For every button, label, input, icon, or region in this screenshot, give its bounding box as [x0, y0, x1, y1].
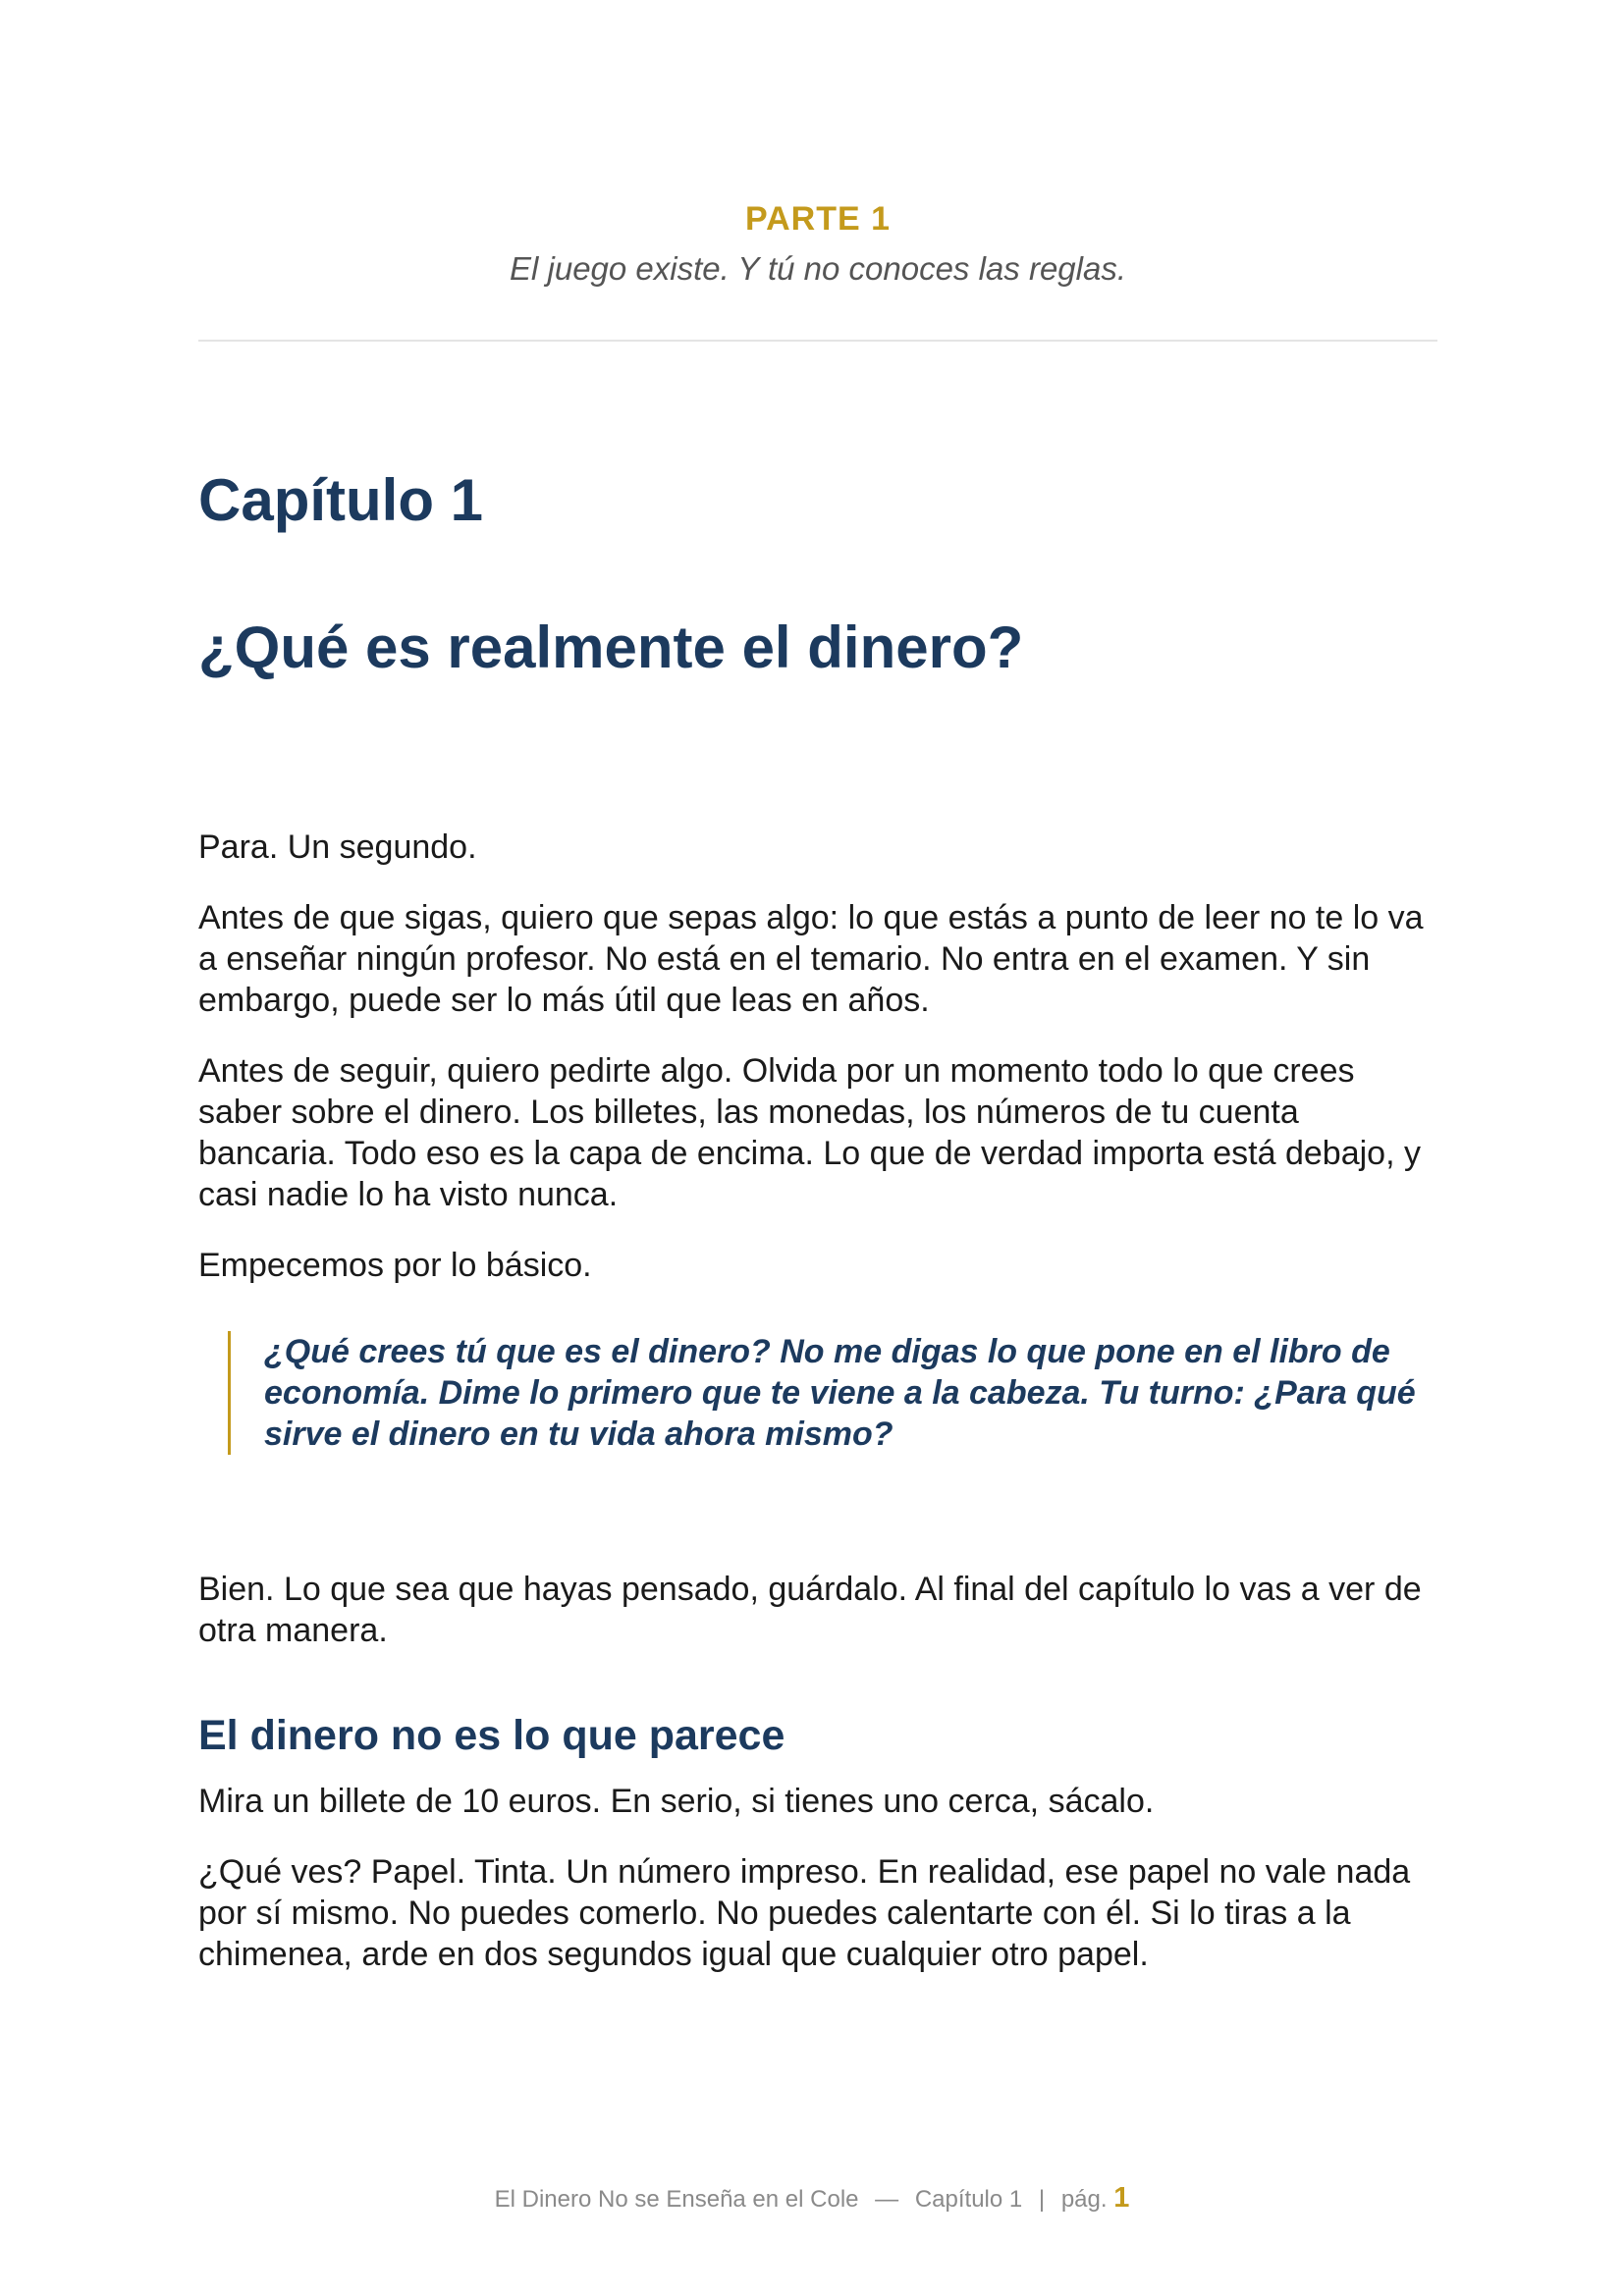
footer-pipe: | — [1038, 2186, 1046, 2213]
footer-chapter: Capítulo 1 — [914, 2186, 1023, 2213]
section-paragraph-2: ¿Qué ves? Papel. Tinta. Un número impreso. En realidad, ese papel no vale nada por sí mismo. No puedes comerlo. No puedes calentarte con él. Si lo tiras a la chimenea, arde en dos segundos igual que cualquier otro papel. — [198, 1853, 1411, 1973]
paragraph-1: Para. Un segundo. — [198, 828, 477, 866]
reflection-quote — [228, 1331, 1442, 1455]
part-subtitle: El juego existe. Y tú no conoces las reglas. — [510, 250, 1126, 287]
section-paragraph-1: Mira un billete de 10 euros. En serio, si tienes uno cerca, sácalo. — [198, 1783, 1155, 1820]
header-divider — [198, 340, 1437, 342]
chapter-title: ¿Qué es realmente el dinero? — [198, 614, 1024, 680]
part-label: PARTE 1 — [744, 200, 892, 238]
paragraph-4: Empecemos por lo básico. — [198, 1247, 592, 1284]
paragraph-2: Antes de que sigas, quiero que sepas algo: lo que estás a punto de leer no te lo va a enseñar ningún profesor. No está en el temario. No entra en el examen. Y sin embargo, puede ser lo más útil que leas en años. — [198, 899, 1424, 1019]
page-footer — [0, 2181, 1624, 2216]
footer-dash: — — [875, 2186, 899, 2213]
paragraph-3: Antes de seguir, quiero pedirte algo. Olvida por un momento todo lo que crees saber sobre el dinero. Los billetes, las monedas, los números de tu cuenta bancaria. Todo eso es la capa de encima. Lo que de verdad importa está debajo, y casi nadie lo ha visto nunca. — [198, 1052, 1421, 1213]
part-header — [198, 194, 1437, 294]
paragraph-after-quote: Bien. Lo que sea que hayas pensado, guárdalo. Al final del capítulo lo vas a ver de otra manera. — [198, 1571, 1422, 1649]
footer-page-label: pág. — [1060, 2186, 1108, 2213]
footer-book-title: El Dinero No se Enseña en el Cole — [494, 2186, 859, 2213]
section-heading: El dinero no es lo que parece — [198, 1712, 785, 1759]
quote-text: ¿Qué crees tú que es el dinero? No me digas lo que pone en el libro de economía. Dime lo primero que te viene a la cabeza. Tu turno: ¿Para qué sirve el dinero en tu vida ahora mismo? — [264, 1333, 1416, 1453]
footer-page-number: 1 — [1113, 2182, 1130, 2214]
chapter-label: Capítulo 1 — [198, 467, 484, 533]
